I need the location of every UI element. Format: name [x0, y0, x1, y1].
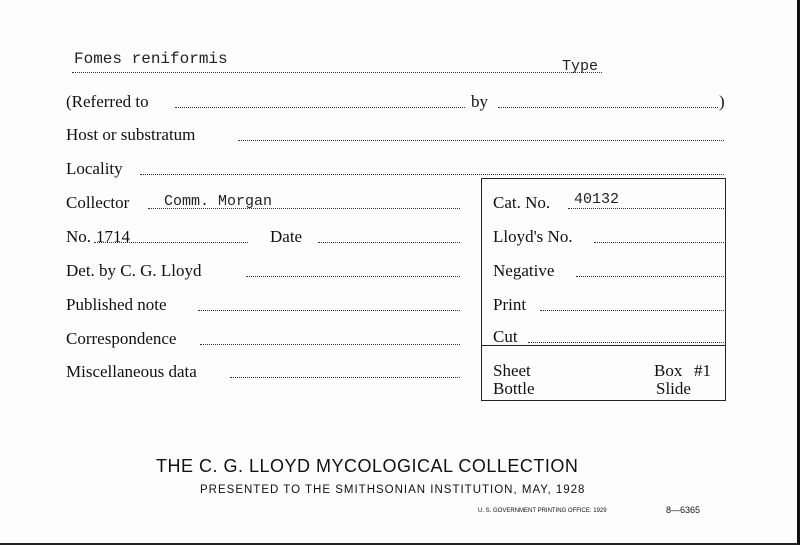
- correspondence-label: Correspondence: [66, 329, 177, 348]
- species-line: [72, 72, 602, 73]
- cat-no-line: [568, 208, 724, 209]
- referred-to-line: [175, 107, 465, 108]
- no-line: [94, 242, 248, 243]
- lloyds-no-label: Lloyd's No.: [493, 227, 573, 246]
- date-label: Date: [270, 227, 303, 246]
- cut-line: [528, 342, 724, 343]
- form-number: 8—6365: [666, 505, 701, 515]
- misc-data-line: [230, 377, 460, 378]
- negative-label: Negative: [493, 261, 555, 280]
- lloyds-no-line: [594, 242, 724, 243]
- box-right-border: [725, 178, 726, 400]
- print-line: [540, 310, 724, 311]
- box-bottom-border: [481, 400, 726, 401]
- cat-no-value: 40132: [574, 191, 620, 208]
- correspondence-line: [200, 344, 460, 345]
- published-note-line: [198, 310, 460, 311]
- collection-title: THE C. G. LLOYD MYCOLOGICAL COLLECTION: [156, 456, 579, 476]
- presented-subtitle: PRESENTED TO THE SMITHSONIAN INSTITUTION, MAY, 1928: [200, 484, 586, 496]
- bottle-label: Bottle: [493, 379, 535, 398]
- misc-data-label: Miscellaneous data: [66, 362, 197, 381]
- cat-no-label: Cat. No.: [493, 193, 551, 212]
- printing-office-note: U. S. GOVERNMENT PRINTING OFFICE: 1929: [478, 508, 607, 514]
- type-label: Type: [562, 58, 599, 75]
- referred-to-label: (Referred to: [66, 92, 149, 111]
- by-label: by: [471, 92, 488, 111]
- box-label: Box: [654, 361, 683, 380]
- no-label: No.: [66, 227, 92, 246]
- box-left-border: [481, 178, 482, 400]
- negative-line: [576, 276, 724, 277]
- locality-line: [140, 174, 724, 175]
- slide-label: Slide: [656, 379, 691, 398]
- species-name: Fomes reniformis: [74, 50, 228, 68]
- by-line: [498, 107, 718, 108]
- no-value: 1714: [96, 227, 130, 246]
- date-line: [318, 242, 460, 243]
- det-by-label: Det. by C. G. Lloyd: [66, 261, 202, 280]
- host-label: Host or substratum: [66, 125, 196, 144]
- cut-label: Cut: [493, 327, 518, 346]
- collector-line: [148, 208, 460, 209]
- published-note-label: Published note: [66, 295, 167, 314]
- close-paren: ): [719, 92, 725, 111]
- collector-value: Comm. Morgan: [164, 193, 273, 210]
- det-by-line: [246, 276, 460, 277]
- host-line: [238, 140, 724, 141]
- collector-label: Collector: [66, 193, 130, 212]
- print-label: Print: [493, 295, 527, 314]
- sheet-label: Sheet: [493, 361, 531, 380]
- locality-label: Locality: [66, 159, 123, 178]
- box-top-border: [481, 178, 726, 179]
- box-value: #1: [694, 361, 711, 380]
